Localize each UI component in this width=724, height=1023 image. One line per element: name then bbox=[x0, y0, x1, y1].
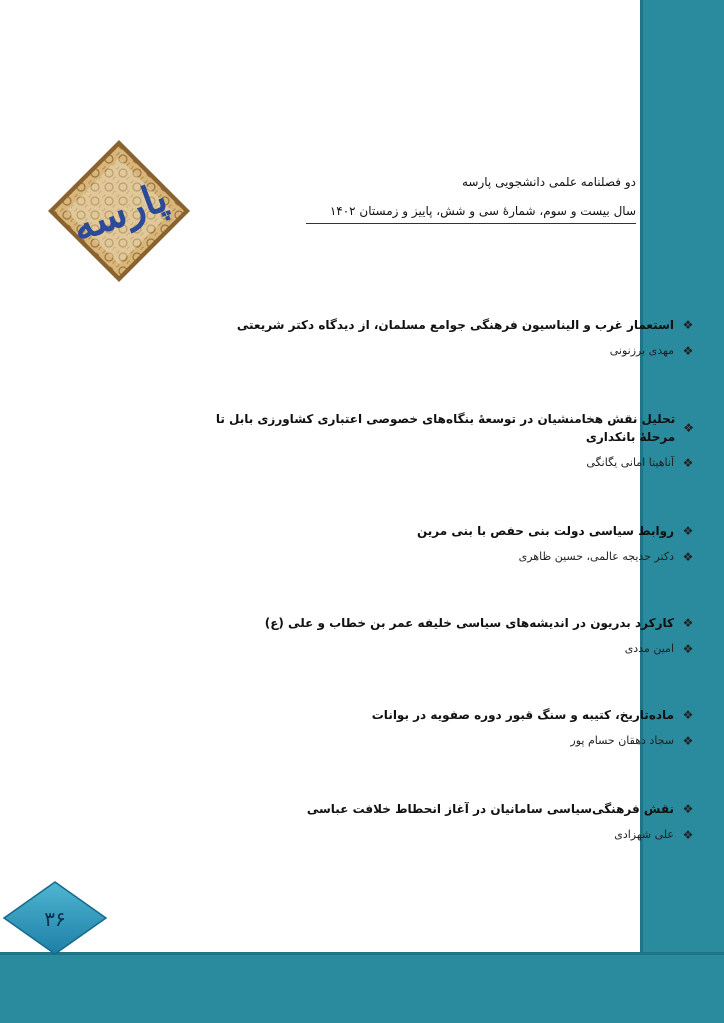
bullet-icon: ❖ bbox=[683, 421, 694, 435]
article-title[interactable]: تحلیل نقش هخامنشیان در توسعهٔ بنگاه‌های خصوصی اعتباری کشاورزی بابل تا مرحلهٔ بانکداری bbox=[215, 412, 676, 444]
bullet-icon: ❖ bbox=[682, 550, 694, 564]
article-title[interactable]: کارکرد بدریون در اندیشه‌های سیاسی خلیفه عمر بن خطاب و علی (ع) bbox=[264, 616, 674, 630]
article-author: آناهیتا امانی یگانگی bbox=[586, 456, 674, 469]
bullet-icon: ❖ bbox=[682, 708, 694, 722]
article-author: امین مددی bbox=[624, 642, 674, 655]
bullet-icon: ❖ bbox=[682, 734, 694, 748]
toc-entry bbox=[194, 614, 694, 658]
article-author: علی شهزادی bbox=[614, 828, 674, 841]
bullet-icon: ❖ bbox=[682, 344, 694, 358]
toc-entry bbox=[194, 522, 694, 566]
article-author: دکتر حدیجه عالمی، حسین ظاهری bbox=[518, 550, 674, 563]
table-of-contents bbox=[194, 316, 694, 844]
bullet-icon: ❖ bbox=[682, 524, 694, 538]
bullet-icon: ❖ bbox=[682, 318, 694, 332]
article-author: سجاد دهقان حسام پور bbox=[570, 734, 674, 747]
bullet-icon: ❖ bbox=[682, 642, 694, 656]
article-title[interactable]: نقش فرهنگی‌سیاسی سامانیان در آغاز انحطاط خلافت عباسی bbox=[306, 802, 674, 816]
page-number: ۳۶ bbox=[44, 907, 66, 931]
page-number-badge bbox=[2, 880, 108, 956]
logo-text: پارسه bbox=[65, 173, 174, 252]
bullet-icon: ❖ bbox=[682, 802, 694, 816]
parseh-logo bbox=[46, 138, 192, 284]
journal-name: دو فصلنامه علمی دانشجویی پارسه bbox=[461, 175, 636, 189]
article-title[interactable]: استعمار غرب و الیناسیون فرهنگی جوامع مسلمان، از دیدگاه دکتر شریعتی bbox=[236, 318, 674, 332]
bullet-icon: ❖ bbox=[682, 828, 694, 842]
article-author: مهدی برزنونی bbox=[609, 344, 674, 357]
toc-entry bbox=[194, 706, 694, 750]
article-title[interactable]: ماده‌تاریخ، کتیبه و سنگ قبور دوره صفویه در بوانات bbox=[371, 708, 674, 722]
bullet-icon: ❖ bbox=[682, 616, 694, 630]
article-title[interactable]: روابط سیاسی دولت بنی حفص با بنی مرین bbox=[416, 524, 674, 538]
toc-entry bbox=[194, 410, 694, 472]
toc-entry bbox=[194, 316, 694, 360]
issue-info: سال بیست و سوم، شمارهٔ سی و شش، پاییز و زمستان ۱۴۰۲ bbox=[306, 203, 636, 224]
bullet-icon: ❖ bbox=[682, 456, 694, 470]
bottom-teal-border bbox=[0, 952, 724, 1023]
toc-entry bbox=[194, 800, 694, 844]
journal-header bbox=[306, 174, 636, 224]
